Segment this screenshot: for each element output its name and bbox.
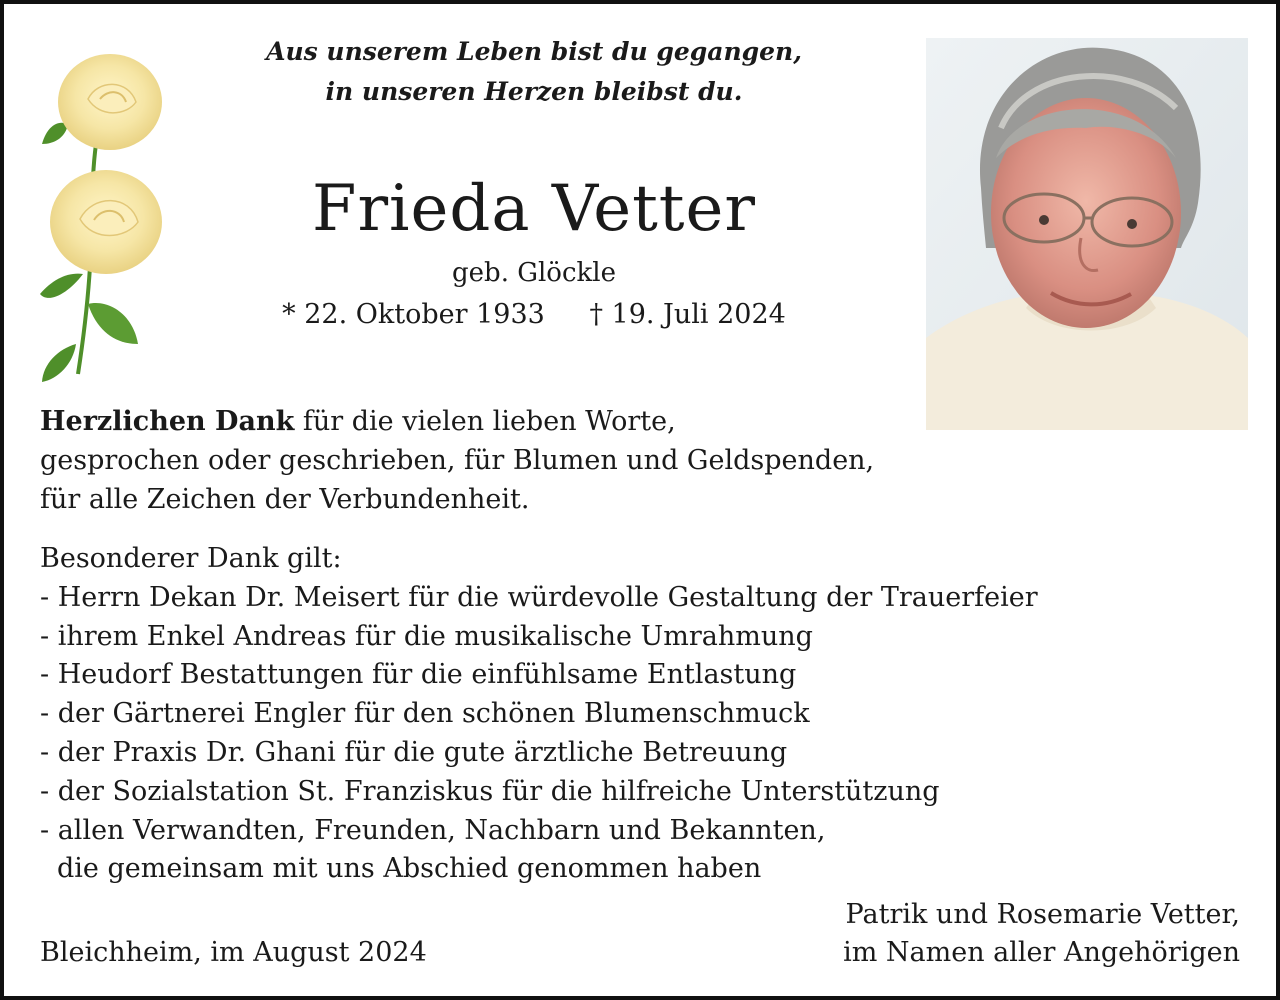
life-dates <box>184 297 884 333</box>
special-item: - Heudorf Bestattungen für die einfühlsame Entlastung <box>40 659 797 691</box>
special-item: - allen Verwandten, Freunden, Nachbarn und Bekannten, <box>40 814 826 846</box>
signature-block <box>843 896 1240 972</box>
special-item: - Herrn Dekan Dr. Meisert für die würdevolle Gestaltung der Trauerfeier <box>40 581 1038 613</box>
thanks-paragraph <box>40 402 940 519</box>
death-date: † 19. Juli 2024 <box>589 299 786 330</box>
signers-line-2: im Namen aller Angehörigen <box>843 937 1240 968</box>
special-item-continuation: die gemeinsam mit uns Abschied genommen haben <box>57 853 762 885</box>
deceased-name: Frieda Vetter <box>312 172 756 246</box>
birth-date: * 22. Oktober 1933 <box>282 299 545 330</box>
special-item: - ihrem Enkel Andreas für die musikalische Umrahmung <box>40 620 813 652</box>
special-heading: Besonderer Dank gilt: <box>40 543 342 574</box>
thanks-lead: Herzlichen Dank <box>40 406 295 437</box>
special-item: - der Gärtnerei Engler für den schönen Blumenschmuck <box>40 698 810 730</box>
thanks-line-1: für die vielen lieben Worte, <box>294 406 676 437</box>
special-item: - der Sozialstation St. Franziskus für die hilfreiche Unterstützung <box>40 775 940 807</box>
special-item: - der Praxis Dr. Ghani für die gute ärztliche Betreuung <box>40 736 788 768</box>
motto <box>184 32 884 112</box>
thanks-line-3: für alle Zeichen der Verbundenheit. <box>40 484 530 515</box>
special-thanks <box>40 540 1140 889</box>
portrait-photo <box>926 38 1248 430</box>
birth-name: geb. Glöckle <box>452 258 616 288</box>
place-date: Bleichheim, im August 2024 <box>40 937 427 968</box>
motto-line-2: in unseren Herzen bleibst du. <box>325 77 743 106</box>
roses-image <box>38 44 168 384</box>
signers: Patrik und Rosemarie Vetter, <box>845 899 1240 930</box>
thanks-line-2: gesprochen oder geschrieben, für Blumen und Geldspenden, <box>40 445 875 476</box>
motto-line-1: Aus unserem Leben bist du gegangen, <box>266 37 802 66</box>
